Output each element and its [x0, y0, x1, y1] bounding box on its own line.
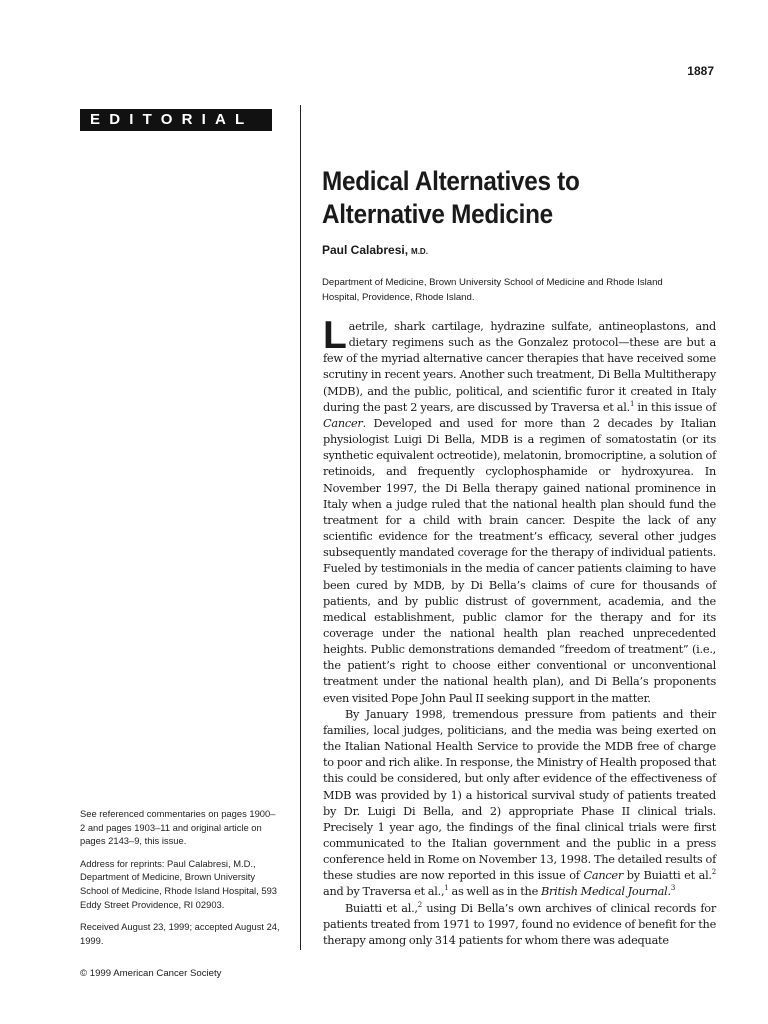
drop-cap: L: [323, 314, 347, 357]
reprints-address: Address for reprints: Paul Calabresi, M.D., Department of Medicine, Brown University School of Medicine, Rhode Island Hospital, 593 Eddy Street Providence, RI 02903.: [80, 857, 277, 910]
body-text: by Buiatti et al.: [623, 869, 712, 883]
body-text: and by Traversa et al.,: [323, 885, 445, 899]
body-text: . Developed and used for more than 2 decades by Italian physiologist Luigi Di Bella, MDB is a regimen of somatostatin (or its synthetic equivalent octreotide), melatonin, bromocriptine, a solution of retinoids, and frequently cyclophosphamide or hydroxyurea. In November 1997, the Di Bella therapy gained national prominence in Italy when a judge ruled that the national health plan should fund the treatment for a child with brain cancer. Despite the lack of any scientific evidence for the treatment’s efficacy, several other judges subsequently mandated coverage for the therapy of individual patients. Fueled by testimonials in the media of cancer patients claiming to have been cured by MDB, by Di Bella’s claims of cure for thousands of patients, and by public distrust of government, academia, and the medical establishment, public clamor for the therapy and for its coverage under the national health plan reached unprecedented heights. Public demonstrations demanded “freedom of treatment” (i.e., the patient’s right to choose either conventional or unconventional treatment under the national health plan), and Di Bella’s proponents even visited Pope John Paul II seeking support in the matter.: [323, 416, 716, 705]
journal-name: British Medical Journal.: [540, 885, 671, 899]
body-text: Buiatti et al.,: [345, 901, 418, 915]
received-dates: Received August 23, 1999; accepted August 24, 1999.: [80, 921, 280, 946]
body-paragraph-2: [323, 707, 716, 901]
journal-name: Cancer: [323, 416, 363, 430]
author-line: [322, 243, 428, 257]
author-name: Paul Calabresi,: [322, 243, 409, 257]
reference-superscript: 3: [670, 884, 676, 893]
sidenotes: [80, 807, 280, 956]
title-line-1: Medical Alternatives to: [322, 166, 580, 196]
reference-superscript: 2: [417, 900, 422, 909]
body-text: as well as in the: [448, 885, 541, 899]
page-number: 1887: [687, 64, 714, 78]
body-text: By January 1998, tremendous pressure from patients and their families, local judges, politicians, and the media was being exerted on the Italian National Health Service to provide the MDB free of charge to poor and rich alike. In response, the Ministry of Health proposed that this could be considered, but only after evidence of the effectiveness of MDB was provided by 1) a historical survival study of patients treated by Dr. Luigi Di Bella, and 2) appropriate Phase II clinical trials. Precisely 1 year ago, the findings of the final clinical trials were first communicated to the Italian government and the public in a press conference held in Rome on November 13, 1998. The detailed results of these studies are now reported in this issue of: [323, 707, 716, 883]
commentaries-note: See referenced commentaries on pages 1900–2 and pages 1903–11 and original article on pages 2143–9, this issue.: [80, 808, 276, 847]
body-paragraph-1: [323, 314, 717, 707]
reference-superscript: 2: [711, 868, 716, 877]
body-text: in this issue of: [634, 400, 717, 414]
copyright-notice: © 1999 American Cancer Society: [80, 968, 222, 979]
section-label: EDITORIAL: [80, 109, 272, 131]
journal-name: Cancer: [583, 869, 624, 883]
title-line-2: Alternative Medicine: [322, 199, 553, 229]
reference-superscript: 1: [444, 884, 449, 893]
body-text: aetrile, shark cartilage, hydrazine sulfate, antineoplastons, and dietary regimens such as the Gonzalez protocol—these are but a few of the myriad alternative cancer therapies that have received some scrutiny in recent years. Another such treatment, Di Bella Multitherapy (MDB), and the public, political, and scientific furor it created in Italy during the past 2 years, are discussed by Traversa et al.: [323, 320, 716, 414]
column-divider: [300, 105, 301, 950]
body-text: using Di Bella’s own archives of clinical records for patients treated from 1971 to 1997, found no evidence of benefit for the therapy among only 314 patients for whom there was adequate: [323, 901, 716, 947]
author-affiliation: Department of Medicine, Brown University School of Medicine and Rhode Island Hospital, Providence, Rhode Island.: [322, 277, 663, 303]
reference-superscript: 1: [629, 400, 635, 409]
article-body: [323, 314, 717, 949]
body-paragraph-3: [323, 901, 716, 949]
article-title: [322, 165, 682, 231]
author-degree: M.D.: [411, 247, 428, 256]
